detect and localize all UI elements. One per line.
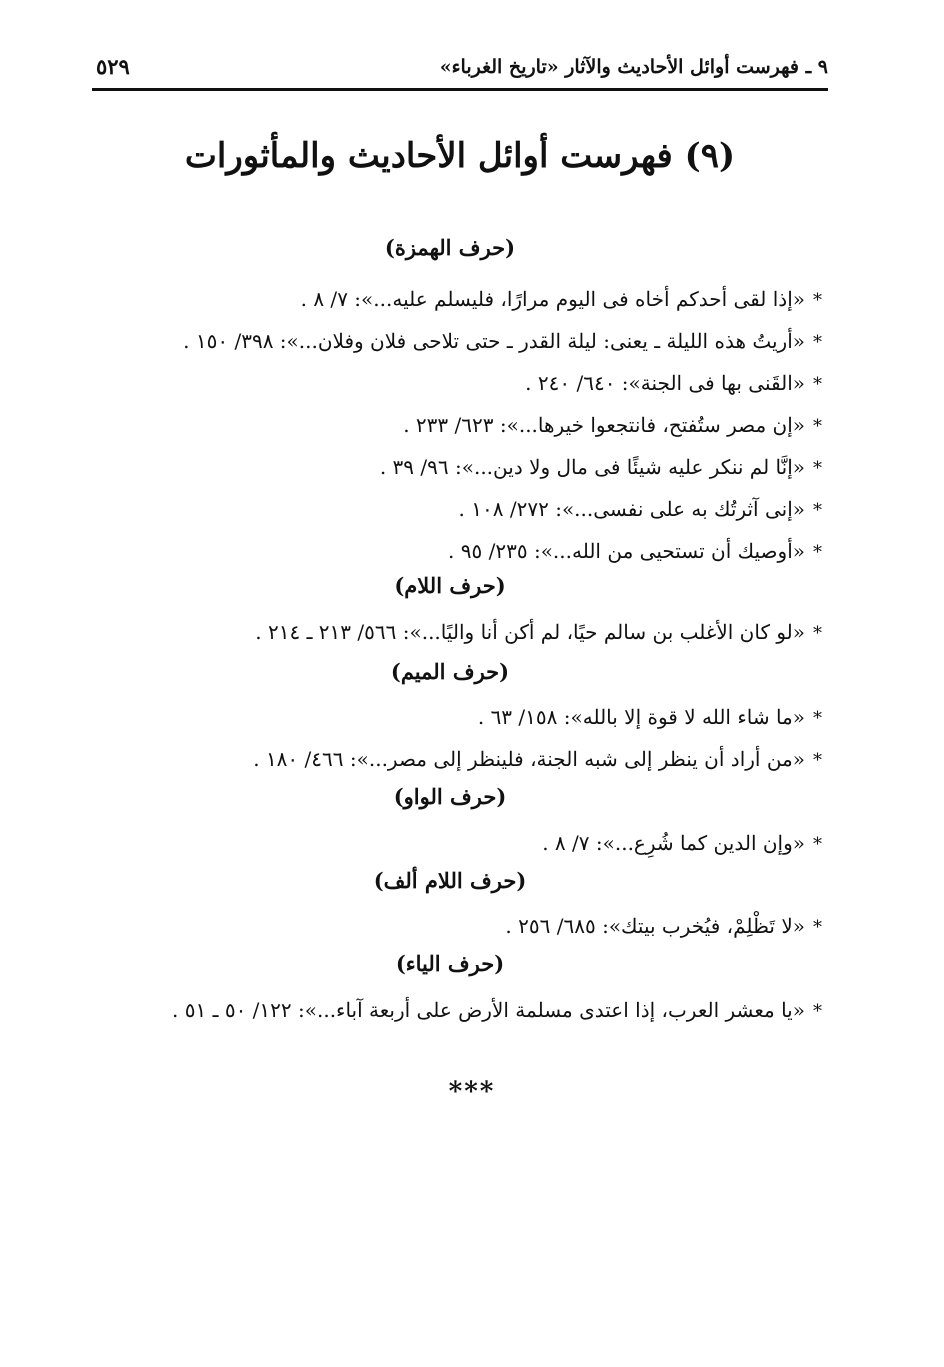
running-header bbox=[92, 52, 828, 91]
bullet-star-icon: * bbox=[813, 834, 822, 855]
section-heading-lam: (حرف اللام) bbox=[394, 573, 506, 598]
header-title: ٩ ـ فهرست أوائل الأحاديث والآثار «تاريخ الغرباء» bbox=[439, 56, 828, 78]
entry-text: «لو كان الأغلب بن سالم حيًا، لم أكن أنا واليًا...»: ٥٦٦/ ٢١٣ ـ ٢١٤ . bbox=[255, 620, 805, 644]
list-item bbox=[505, 914, 822, 938]
section-heading-ya: (حرف الياء) bbox=[395, 951, 505, 976]
bullet-star-icon: * bbox=[813, 917, 822, 938]
bullet-star-icon: * bbox=[813, 290, 822, 311]
section-heading-lam-alif: (حرف اللام ألف) bbox=[373, 868, 527, 893]
list-item bbox=[172, 998, 822, 1022]
entry-text: «يا معشر العرب، إذا اعتدى مسلمة الأرض على أربعة آباء...»: ١٢٢/ ٥٠ ـ ٥١ . bbox=[172, 998, 805, 1022]
entry-text: «أوصيك أن تستحيى من الله...»: ٢٣٥/ ٩٥ . bbox=[448, 539, 805, 563]
list-item bbox=[255, 620, 822, 644]
list-item bbox=[380, 455, 822, 479]
bullet-star-icon: * bbox=[813, 1001, 822, 1022]
list-item bbox=[448, 539, 822, 563]
entry-text: «القَنى بها فى الجنة»: ٦٤٠/ ٢٤٠ . bbox=[525, 371, 805, 395]
page-title: (٩) فهرست أوائل الأحاديث والمأثورات bbox=[184, 136, 736, 176]
entry-text: «وإن الدين كما شُرِع...»: ٧/ ٨ . bbox=[542, 831, 805, 855]
entry-text: «إنَّا لم ننكر عليه شيئًا فى مال ولا دين...»: ٩٦/ ٣٩ . bbox=[379, 455, 805, 479]
page-number: ٥٢٩ bbox=[96, 54, 130, 79]
list-item bbox=[459, 497, 822, 521]
list-item bbox=[183, 329, 822, 353]
list-item bbox=[301, 287, 822, 311]
entry-text: «إنى آثرتُك به على نفسى...»: ٢٧٢/ ١٠٨ . bbox=[458, 497, 805, 521]
end-ornament: *** bbox=[448, 1077, 496, 1107]
bullet-star-icon: * bbox=[813, 416, 822, 437]
bullet-star-icon: * bbox=[813, 542, 822, 563]
entry-text: «ما شاء الله لا قوة إلا بالله»: ١٥٨/ ٦٣ . bbox=[477, 705, 805, 729]
list-item bbox=[253, 747, 822, 771]
entry-text: «من أراد أن ينظر إلى شبه الجنة، فلينظر إلى مصر...»: ٤٦٦/ ١٨٠ . bbox=[253, 747, 805, 771]
entry-text: «إن مصر ستُفتح، فانتجعوا خيرها...»: ٦٢٣/ ٢٣٣ . bbox=[403, 413, 805, 437]
section-heading-meem: (حرف الميم) bbox=[390, 659, 510, 684]
entry-text: «إذا لقى أحدكم أخاه فى اليوم مرارًا، فليسلم عليه...»: ٧/ ٨ . bbox=[300, 287, 805, 311]
list-item bbox=[478, 705, 822, 729]
bullet-star-icon: * bbox=[813, 750, 822, 771]
entry-text: «لا تَظْلِمْ، فيُخرب بيتك»: ٦٨٥/ ٢٥٦ . bbox=[505, 914, 805, 938]
section-heading-waw: (حرف الواو) bbox=[393, 784, 507, 809]
list-item bbox=[542, 831, 822, 855]
bullet-star-icon: * bbox=[813, 458, 822, 479]
bullet-star-icon: * bbox=[813, 708, 822, 729]
list-item bbox=[403, 413, 822, 437]
section-heading-hamza: (حرف الهمزة) bbox=[384, 235, 516, 260]
bullet-star-icon: * bbox=[813, 623, 822, 644]
bullet-star-icon: * bbox=[813, 374, 822, 395]
list-item bbox=[525, 371, 822, 395]
entry-text: «أريتُ هذه الليلة ـ يعنى: ليلة القدر ـ حتى تلاحى فلان وفلان...»: ٣٩٨/ ١٥٠ . bbox=[183, 329, 805, 353]
bullet-star-icon: * bbox=[813, 332, 822, 353]
bullet-star-icon: * bbox=[813, 500, 822, 521]
